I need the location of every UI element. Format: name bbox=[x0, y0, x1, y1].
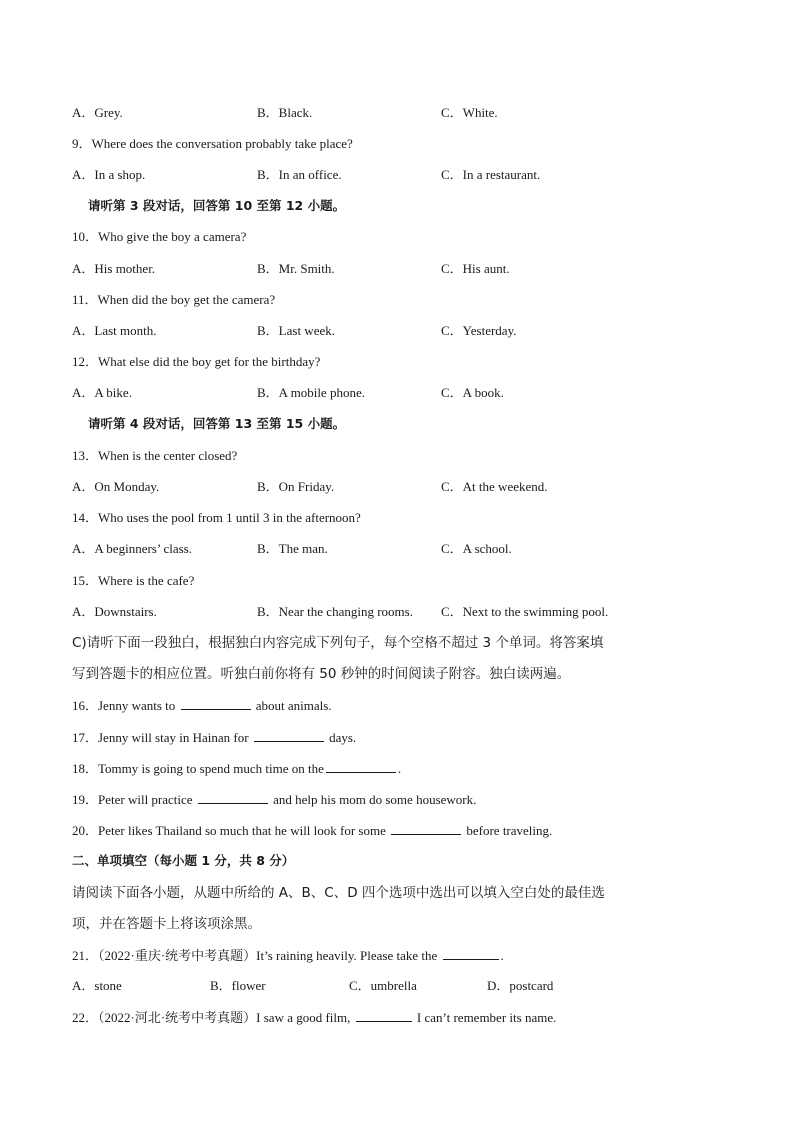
answer-blank bbox=[443, 947, 499, 960]
q17-text-before: 17．Jenny will stay in Hainan for bbox=[72, 730, 249, 745]
q13-option-b: B．On Friday. bbox=[257, 479, 335, 494]
answer-blank bbox=[391, 822, 461, 835]
q11-option-a: A．Last month. bbox=[72, 323, 157, 338]
q8-option-a: A．Grey. bbox=[72, 105, 123, 120]
q10-stem: 10．Who give the boy a camera? bbox=[72, 229, 247, 244]
q22-text-after: I can’t remember its name. bbox=[416, 1010, 557, 1025]
q21-option-b: B．flower bbox=[210, 978, 266, 993]
q20 bbox=[72, 822, 552, 839]
part2-instruction-line2: 项，并在答题卡上将该项涂黑。 bbox=[72, 916, 261, 932]
q21-option-a: A．stone bbox=[72, 978, 122, 993]
q12-option-a: A．A bike. bbox=[72, 385, 132, 400]
q11-option-b: B．Last week. bbox=[257, 323, 335, 338]
q11-stem: 11．When did the boy get the camera? bbox=[72, 292, 276, 307]
part-c-instruction-line2: 写到答题卡的相应位置。听独白前你将有 50 秒钟的时间阅读子附容。独白读两遍。 bbox=[72, 666, 571, 682]
q19-text-before: 19．Peter will practice bbox=[72, 792, 193, 807]
q21-option-c: C．umbrella bbox=[349, 978, 417, 993]
q18-text-before: 18．Tommy is going to spend much time on the bbox=[72, 761, 324, 776]
q19 bbox=[72, 791, 476, 808]
q21-stem bbox=[72, 947, 504, 964]
q17 bbox=[72, 729, 356, 746]
q13-option-c: C．At the weekend. bbox=[441, 479, 548, 494]
q22-stem bbox=[72, 1009, 556, 1026]
q8-option-b: B．Black. bbox=[257, 105, 313, 120]
part2-instruction-line1: 请阅读下面各小题，从题中所给的 A、B、C、D 四个选项中选出可以填入空白处的最佳选 bbox=[72, 885, 605, 901]
q9-option-c: C．In a restaurant. bbox=[441, 167, 541, 182]
q13-stem: 13．When is the center closed? bbox=[72, 448, 238, 463]
q13-option-a: A．On Monday. bbox=[72, 479, 160, 494]
part2-heading: 二、单项填空（每小题 1 分，共 8 分） bbox=[72, 853, 295, 868]
q18-text-after: . bbox=[397, 761, 402, 776]
q15-option-b: B．Near the changing rooms. bbox=[257, 604, 413, 619]
answer-blank bbox=[356, 1009, 412, 1022]
q12-option-c: C．A book. bbox=[441, 385, 504, 400]
answer-blank bbox=[198, 791, 268, 804]
q16-text-after: about animals. bbox=[255, 698, 332, 713]
q15-option-a: A．Downstairs. bbox=[72, 604, 157, 619]
section3-instruction: 请听第 3 段对话，回答第 10 至第 12 小题。 bbox=[88, 198, 346, 213]
part-c-instruction-line1: C)请听下面一段独白，根据独白内容完成下列句子，每个空格不超过 3 个单词。将答案填 bbox=[72, 635, 604, 651]
q14-stem: 14．Who uses the pool from 1 until 3 in the afternoon? bbox=[72, 510, 361, 525]
q10-option-c: C．His aunt. bbox=[441, 261, 510, 276]
q20-text-before: 20．Peter likes Thailand so much that he will look for some bbox=[72, 823, 386, 838]
q21-option-d: D．postcard bbox=[487, 978, 554, 993]
q21-text-after: . bbox=[500, 948, 504, 963]
q9-option-b: B．In an office. bbox=[257, 167, 342, 182]
q20-text-after: before traveling. bbox=[466, 823, 553, 838]
q22-text-before: 22．（2022·河北·统考中考真题）I saw a good film, bbox=[72, 1010, 351, 1025]
q14-option-a: A．A beginners’ class. bbox=[72, 541, 192, 556]
q19-text-after: and help his mom do some housework. bbox=[273, 792, 477, 807]
q12-option-b: B．A mobile phone. bbox=[257, 385, 365, 400]
q9-option-a: A．In a shop. bbox=[72, 167, 146, 182]
q21-text-before: 21．（2022·重庆·统考中考真题）It’s raining heavily. Please take the bbox=[72, 948, 438, 963]
q12-stem: 12．What else did the boy get for the birthday? bbox=[72, 354, 321, 369]
section4-instruction: 请听第 4 段对话，回答第 13 至第 15 小题。 bbox=[88, 416, 346, 431]
q16 bbox=[72, 697, 332, 714]
q9-stem: 9．Where does the conversation probably take place? bbox=[72, 136, 353, 151]
q10-option-a: A．His mother. bbox=[72, 261, 156, 276]
q18 bbox=[72, 760, 401, 777]
q11-option-c: C．Yesterday. bbox=[441, 323, 517, 338]
answer-blank bbox=[326, 760, 396, 773]
answer-blank bbox=[181, 697, 251, 710]
q17-text-after: days. bbox=[329, 730, 357, 745]
q16-text-before: 16．Jenny wants to bbox=[72, 698, 176, 713]
q15-stem: 15．Where is the cafe? bbox=[72, 573, 195, 588]
q15-option-c: C．Next to the swimming pool. bbox=[441, 604, 609, 619]
q14-option-b: B．The man. bbox=[257, 541, 328, 556]
q8-option-c: C．White. bbox=[441, 105, 498, 120]
q10-option-b: B．Mr. Smith. bbox=[257, 261, 335, 276]
answer-blank bbox=[254, 729, 324, 742]
q14-option-c: C．A school. bbox=[441, 541, 512, 556]
